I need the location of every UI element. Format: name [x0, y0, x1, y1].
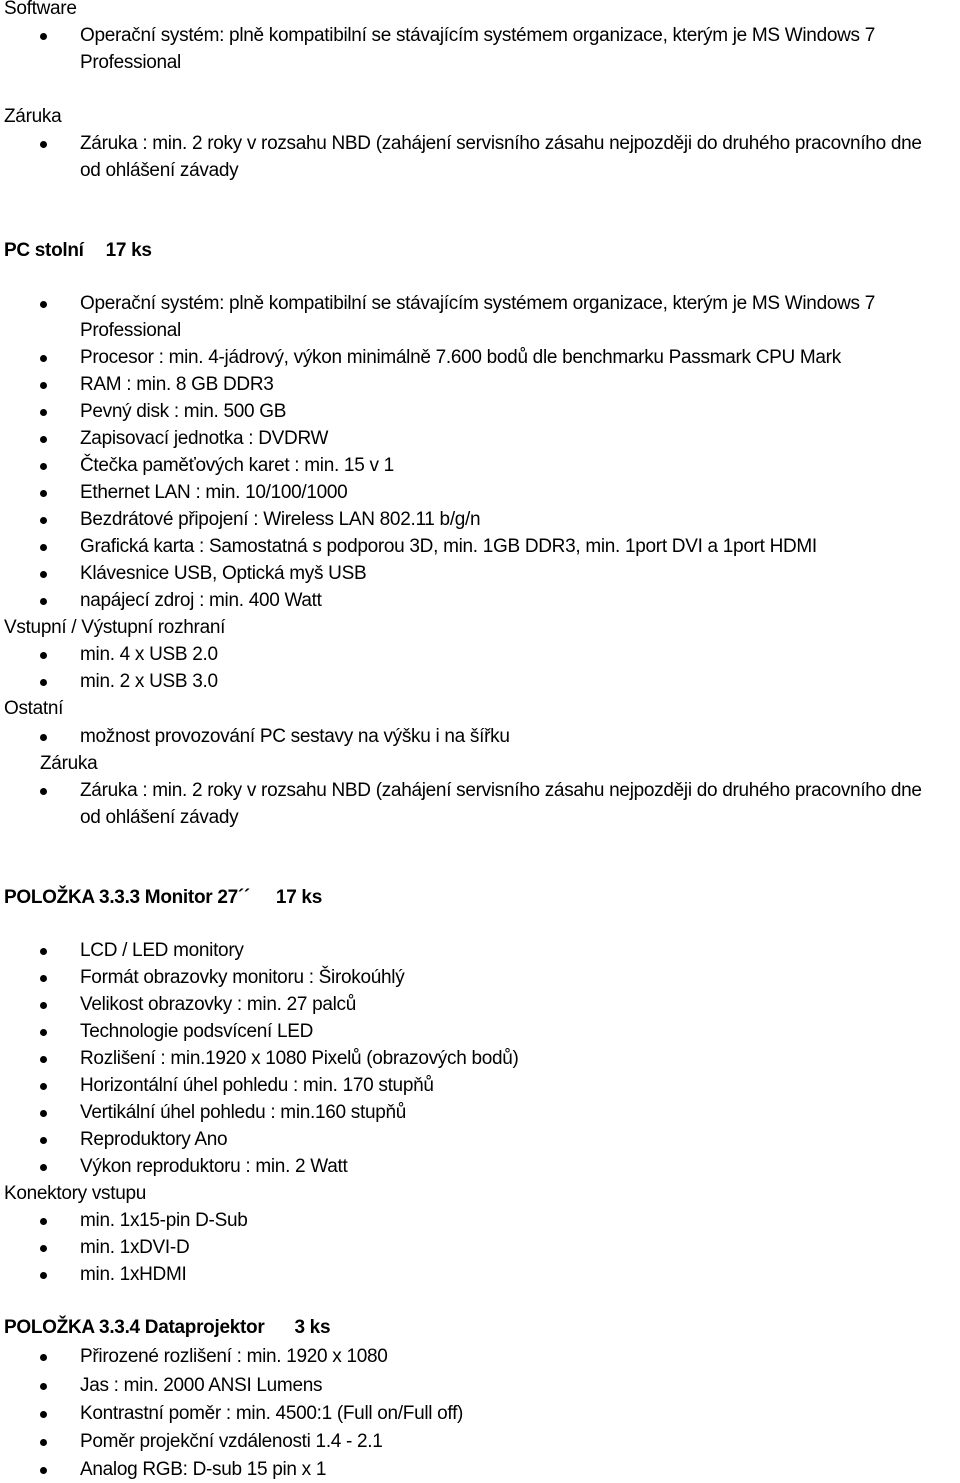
monitor-title: POLOŽKA 3.3.3 Monitor 27´´: [4, 887, 250, 908]
bullet-icon: [40, 1354, 47, 1361]
pc-item: Klávesnice USB, Optická myš USB: [80, 563, 367, 584]
bullet-icon: [40, 1110, 47, 1117]
monitor-item: Reproduktory Ano: [80, 1129, 228, 1150]
software-os-line1: Operační systém: plně kompatibilní se stávajícím systémem organizace, kterým je MS Windows 7: [80, 25, 875, 46]
pc-item: Pevný disk : min. 500 GB: [80, 401, 287, 422]
pc-title: PC stolní: [4, 240, 84, 261]
pc-item: RAM : min. 8 GB DDR3: [80, 374, 274, 395]
io-item: min. 2 x USB 3.0: [80, 671, 218, 692]
monitor-item: Vertikální úhel pohledu : min.160 stupňů: [80, 1102, 407, 1123]
bullet-icon: [40, 463, 47, 470]
bullet-icon: [40, 1137, 47, 1144]
bullet-icon: [40, 517, 47, 524]
projector-item: Analog RGB: D-sub 15 pin x 1: [80, 1459, 327, 1480]
pc-item: Zapisovací jednotka : DVDRW: [80, 428, 329, 449]
software-os-line2: Professional: [80, 52, 181, 73]
bullet-icon: [40, 544, 47, 551]
bullet-icon: [40, 1411, 47, 1418]
projector-item: Poměr projekční vzdálenosti 1.4 - 2.1: [80, 1431, 383, 1452]
projector-section-title: [4, 1316, 330, 1340]
projector-item: Přirozené rozlišení : min. 1920 x 1080: [80, 1346, 388, 1367]
software-heading: Software: [4, 0, 77, 19]
monitor-item: Horizontální úhel pohledu : min. 170 stupňů: [80, 1075, 434, 1096]
monitor-qty: 17 ks: [275, 887, 322, 908]
projector-title: POLOŽKA 3.3.4 Dataprojektor: [4, 1317, 265, 1338]
monitor-item: Výkon reproduktoru : min. 2 Watt: [80, 1156, 348, 1177]
bullet-icon: [40, 788, 47, 795]
monitor-item: Technologie podsvícení LED: [80, 1021, 314, 1042]
pc-item: Bezdrátové připojení : Wireless LAN 802.11 b/g/n: [80, 509, 481, 530]
bullet-icon: [40, 409, 47, 416]
bullet-icon: [40, 679, 47, 686]
inputs-heading: Konektory vstupu: [4, 1183, 147, 1204]
inputs-item: min. 1xDVI-D: [80, 1237, 190, 1258]
monitor-item: Formát obrazovky monitoru : Širokoúhlý: [80, 967, 405, 988]
monitor-section-title: [4, 886, 322, 910]
other-heading: Ostatní: [4, 698, 64, 719]
bullet-icon: [40, 598, 47, 605]
pc-item: napájecí zdroj : min. 400 Watt: [80, 590, 322, 611]
projector-item: Jas : min. 2000 ANSI Lumens: [80, 1375, 323, 1396]
inputs-item: min. 1xHDMI: [80, 1264, 187, 1285]
bullet-icon: [40, 1056, 47, 1063]
bullet-icon: [40, 141, 47, 148]
other-item: možnost provozování PC sestavy na výšku i na šířku: [80, 726, 510, 747]
bullet-icon: [40, 1083, 47, 1090]
monitor-item: Velikost obrazovky : min. 27 palců: [80, 994, 356, 1015]
projector-qty: 3 ks: [294, 1317, 331, 1338]
bullet-icon: [40, 734, 47, 741]
io-heading: Vstupní / Výstupní rozhraní: [4, 617, 226, 638]
pc-item: Čtečka paměťových karet : min. 15 v 1: [80, 455, 394, 476]
pc-item: Operační systém: plně kompatibilní se stávajícím systémem organizace, kterým je MS Windows 7: [80, 293, 875, 314]
pc-section-title: [4, 239, 152, 263]
bullet-icon: [40, 975, 47, 982]
bullet-icon: [40, 652, 47, 659]
bullet-icon: [40, 436, 47, 443]
pc-item: Procesor : min. 4-jádrový, výkon minimálně 7.600 bodů dle benchmarku Passmark CPU Mark: [80, 347, 841, 368]
pc-warranty-heading: Záruka: [40, 753, 98, 774]
bullet-icon: [40, 382, 47, 389]
pc-warranty-line1: Záruka : min. 2 roky v rozsahu NBD (zahájení servisního zásahu nejpozději do druhého pracovního dne: [80, 780, 922, 801]
bullet-icon: [40, 1029, 47, 1036]
bullet-icon: [40, 1245, 47, 1252]
bullet-icon: [40, 1439, 47, 1446]
bullet-icon: [40, 490, 47, 497]
warranty-line2: od ohlášení závady: [80, 160, 239, 181]
pc-item: Grafická karta : Samostatná s podporou 3D, min. 1GB DDR3, min. 1port DVI a 1port HDMI: [80, 536, 817, 557]
bullet-icon: [40, 33, 47, 40]
projector-item: Kontrastní poměr : min. 4500:1 (Full on/Full off): [80, 1403, 464, 1424]
bullet-icon: [40, 355, 47, 362]
pc-item: Ethernet LAN : min. 10/100/1000: [80, 482, 348, 503]
bullet-icon: [40, 1272, 47, 1279]
pc-warranty-line2: od ohlášení závady: [80, 807, 239, 828]
bullet-icon: [40, 1467, 47, 1474]
bullet-icon: [40, 571, 47, 578]
warranty-line1: Záruka : min. 2 roky v rozsahu NBD (zahájení servisního zásahu nejpozději do druhého pracovního dne: [80, 133, 922, 154]
monitor-item: Rozlišení : min.1920 x 1080 Pixelů (obrazových bodů): [80, 1048, 519, 1069]
warranty-heading: Záruka: [4, 106, 62, 127]
monitor-item: LCD / LED monitory: [80, 940, 244, 961]
bullet-icon: [40, 948, 47, 955]
bullet-icon: [40, 1218, 47, 1225]
pc-item-cont: Professional: [80, 320, 181, 341]
io-item: min. 4 x USB 2.0: [80, 644, 218, 665]
bullet-icon: [40, 301, 47, 308]
bullet-icon: [40, 1383, 47, 1390]
inputs-item: min. 1x15-pin D-Sub: [80, 1210, 248, 1231]
pc-qty: 17 ks: [105, 240, 152, 261]
bullet-icon: [40, 1164, 47, 1171]
bullet-icon: [40, 1002, 47, 1009]
